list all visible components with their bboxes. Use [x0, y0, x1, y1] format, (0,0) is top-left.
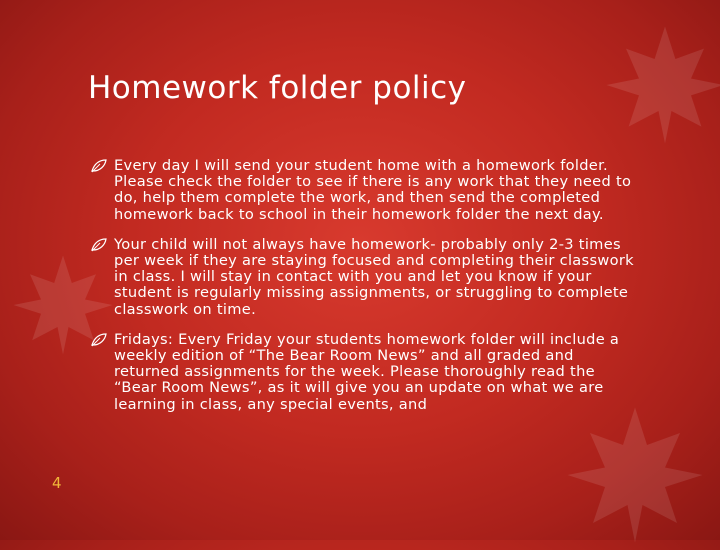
leaf-bullet-icon [91, 159, 107, 173]
bullet-text: Every day I will send your student home with a homework folder. Please check the folder to see if there is any work that they need to do, help them complete the work, and then send the completed homework back to school in their homework folder the next day. [114, 157, 632, 223]
leaf-bullet-icon [91, 238, 107, 252]
bullet-text: Fridays: Every Friday your students homework folder will include a weekly edition of “The Bear Room News” and all graded and returned assignments for the week. Please thoroughly read the “Bear Room News”, as it will give you an update on what we are learning in class, any special events, and [114, 330, 620, 413]
bullet-item [88, 237, 638, 318]
bullet-text: Your child will not always have homework- probably only 2-3 times per week if they are staying focused and completing their classwork in class. I will stay in contact with you and let you know if your student is regularly missing assignments, or struggling to complete classwork on time. [114, 235, 634, 318]
bullet-item [88, 332, 638, 413]
bullet-item [88, 158, 638, 223]
slide-title: Homework folder policy [88, 70, 467, 106]
background-leaf-icon [600, 20, 720, 150]
leaf-bullet-icon [91, 333, 107, 347]
slide-number: 4 [52, 474, 62, 492]
bullet-list [88, 158, 638, 427]
